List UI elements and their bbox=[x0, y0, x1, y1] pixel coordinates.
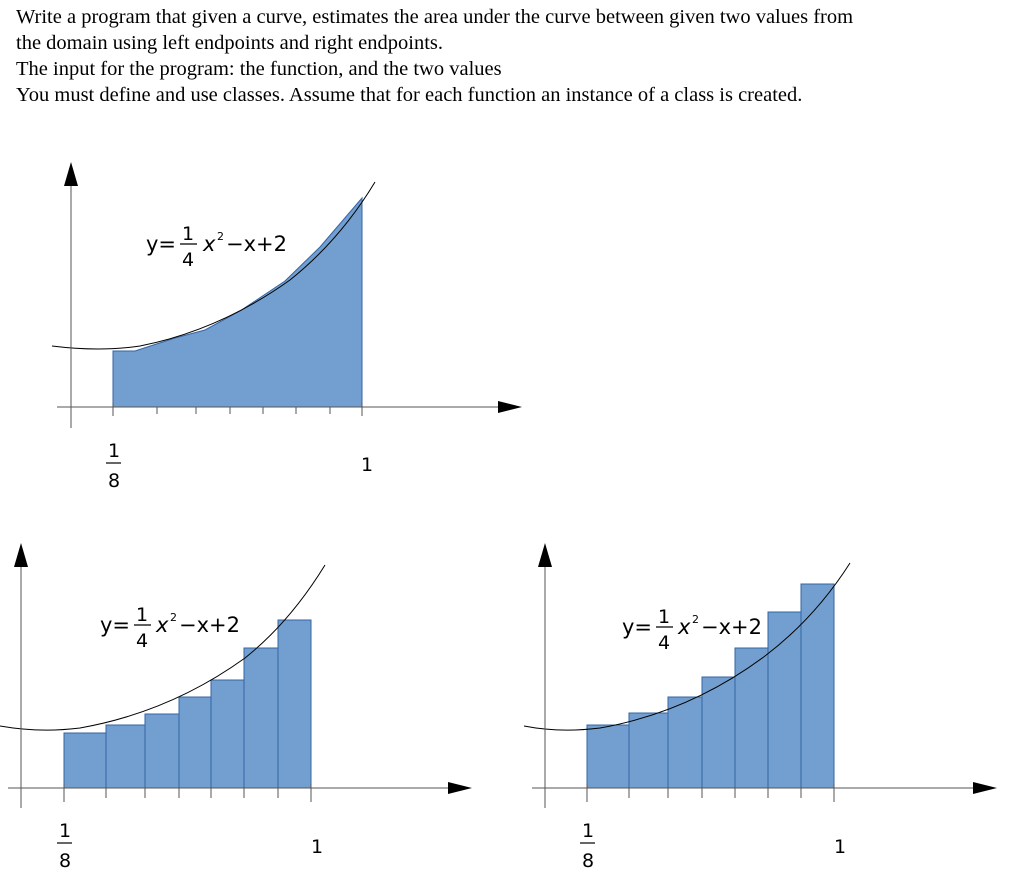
problem-line-2: the domain using left endpoints and right endpoints. bbox=[16, 32, 444, 54]
svg-text:8: 8 bbox=[108, 470, 121, 492]
equation-denominator: 4 bbox=[136, 630, 149, 652]
equation-variable: x bbox=[203, 232, 216, 256]
equation-variable: x bbox=[156, 613, 169, 637]
x-end-label: 1 bbox=[834, 836, 847, 858]
x-axis-arrow-icon bbox=[973, 782, 997, 794]
equation-lhs: y= bbox=[100, 613, 131, 637]
svg-text:8: 8 bbox=[582, 850, 595, 872]
bars bbox=[64, 620, 311, 788]
equation-label bbox=[100, 604, 240, 652]
equation-exponent: 2 bbox=[170, 611, 177, 624]
equation-exponent: 2 bbox=[217, 230, 224, 243]
bar bbox=[106, 725, 145, 788]
bar bbox=[801, 584, 834, 788]
x-end-label: 1 bbox=[311, 836, 324, 858]
figure-area-plot bbox=[52, 162, 522, 492]
equation-rest: −x+2 bbox=[226, 232, 287, 256]
problem-line-4: You must define and use classes. Assume that for each function an instance of a class is created. bbox=[16, 84, 803, 106]
x-start-label bbox=[106, 440, 121, 492]
bar bbox=[702, 677, 735, 788]
equation-label bbox=[146, 223, 287, 271]
bar bbox=[735, 648, 768, 788]
svg-text:1: 1 bbox=[582, 820, 595, 842]
svg-text:8: 8 bbox=[59, 850, 72, 872]
equation-lhs: y= bbox=[622, 615, 653, 639]
bar bbox=[145, 714, 179, 788]
bar bbox=[629, 713, 668, 788]
bar bbox=[768, 612, 801, 788]
bar bbox=[179, 697, 211, 788]
equation-numerator: 1 bbox=[182, 223, 195, 245]
y-axis-arrow-icon bbox=[64, 162, 78, 186]
equation-rest: −x+2 bbox=[701, 615, 762, 639]
equation-exponent: 2 bbox=[692, 613, 699, 626]
equation-numerator: 1 bbox=[658, 606, 671, 628]
bar bbox=[278, 620, 311, 788]
y-axis-arrow-icon bbox=[538, 543, 552, 567]
figure-left-endpoints bbox=[0, 543, 472, 872]
x-end-label: 1 bbox=[361, 454, 374, 476]
bar bbox=[211, 680, 244, 788]
bar bbox=[64, 733, 106, 788]
equation-variable: x bbox=[678, 615, 691, 639]
equation-numerator: 1 bbox=[136, 604, 149, 626]
svg-text:1: 1 bbox=[108, 440, 121, 462]
y-axis-arrow-icon bbox=[14, 543, 28, 567]
equation-denominator: 4 bbox=[658, 632, 671, 654]
bar bbox=[587, 725, 629, 788]
bar bbox=[668, 697, 702, 788]
equation-lhs: y= bbox=[146, 232, 177, 256]
problem-line-1: Write a program that given a curve, estimates the area under the curve between given two values from bbox=[16, 6, 854, 28]
equation-label bbox=[622, 606, 762, 654]
equation-denominator: 4 bbox=[182, 249, 195, 271]
x-axis-arrow-icon bbox=[498, 401, 522, 413]
bar bbox=[244, 648, 278, 788]
x-start-label bbox=[580, 820, 595, 872]
shaded-area bbox=[113, 198, 362, 407]
x-start-label bbox=[57, 820, 72, 872]
figure-right-endpoints bbox=[524, 543, 997, 872]
x-axis-arrow-icon bbox=[448, 782, 472, 794]
equation-rest: −x+2 bbox=[179, 613, 240, 637]
problem-line-3: The input for the program: the function, and the two values bbox=[16, 58, 502, 80]
svg-text:1: 1 bbox=[59, 820, 72, 842]
